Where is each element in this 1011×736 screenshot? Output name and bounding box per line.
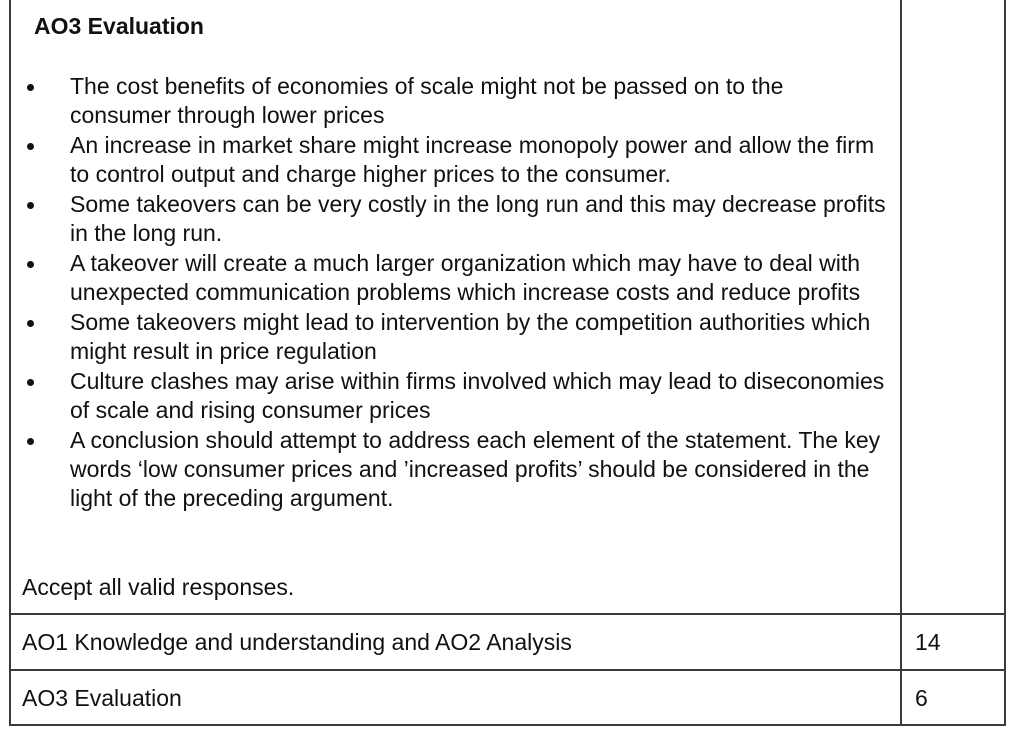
mark-row-label-ao1-ao2: AO1 Knowledge and understanding and AO2 Analysis xyxy=(22,629,572,655)
bullet-icon xyxy=(27,84,34,91)
bullet-icon xyxy=(27,438,34,445)
list-item: Culture clashes may arise within firms involved which may lead to diseconomies of scale and rising consumer prices xyxy=(22,367,890,425)
table-divider xyxy=(9,669,1006,671)
section-heading: AO3 Evaluation xyxy=(34,13,204,39)
table-divider xyxy=(9,613,1006,615)
bullet-icon xyxy=(27,202,34,209)
table-border-middle xyxy=(900,0,902,726)
bullet-icon xyxy=(27,320,34,327)
list-item: Some takeovers can be very costly in the long run and this may decrease profits in the long run. xyxy=(22,190,890,248)
table-border-right xyxy=(1004,0,1006,726)
table-divider xyxy=(9,724,1006,726)
evaluation-bullet-list xyxy=(22,72,890,514)
list-item: The cost benefits of economies of scale might not be passed on to the consumer through lower prices xyxy=(22,72,890,130)
table-border-left xyxy=(9,0,11,726)
list-item: A conclusion should attempt to address each element of the statement. The key words ‘low consumer prices and ’increased profits’ should be considered in the light of the preceding argument. xyxy=(22,426,890,513)
mark-row-label-ao3: AO3 Evaluation xyxy=(22,685,182,711)
accept-note: Accept all valid responses. xyxy=(22,574,295,600)
list-item: An increase in market share might increase monopoly power and allow the firm to control output and charge higher prices to the consumer. xyxy=(22,131,890,189)
bullet-icon xyxy=(27,143,34,150)
list-item: A takeover will create a much larger organization which may have to deal with unexpected communication problems which increase costs and reduce profits xyxy=(22,249,890,307)
mark-row-value-ao3: 6 xyxy=(915,685,928,711)
bullet-icon xyxy=(27,379,34,386)
mark-row-value-ao1-ao2: 14 xyxy=(915,629,941,655)
bullet-icon xyxy=(27,261,34,268)
list-item: Some takeovers might lead to intervention by the competition authorities which might result in price regulation xyxy=(22,308,890,366)
